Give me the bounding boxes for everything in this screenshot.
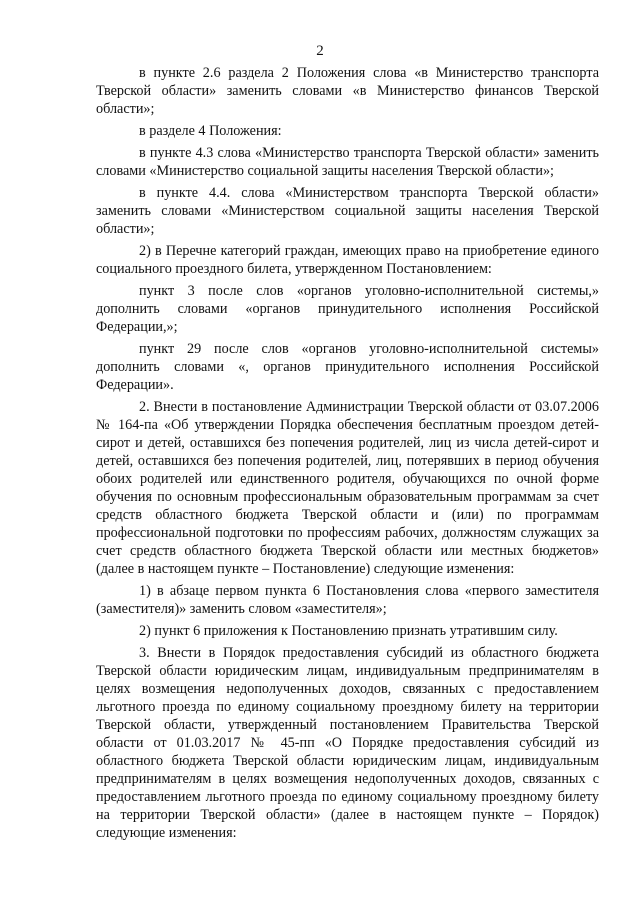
document-body — [96, 64, 599, 842]
paragraph-item-2: 2. Внести в постановление Администрации Тверской области от 03.07.2006 № 164-па «Об утверждении Порядка обеспечения бесплатным проездом детей-сирот и детей, оставшихся без попечения родителей, лиц из числа детей-сирот и детей, оставшихся без попечения родителей, лиц, потерявших в период обучения обоих родителей или единственного родителя, обучающихся по очной форме обучения по основным профессиональным образовательным программам за счет средств областного бюджета Тверской области и (или) по программам профессиональной подготовки по профессиям рабочих, должностям служащих за счет средств областного бюджета Тверской области или местных бюджетов» (далее в настоящем пункте – Постановление) следующие изменения: — [96, 399, 599, 577]
paragraph-point-4-3: в пункте 4.3 слова «Министерство транспорта Тверской области» заменить словами «Министерство социальной защиты населения Тверской области»; — [96, 145, 599, 179]
paragraph-section-4-intro: в разделе 4 Положения: — [139, 123, 282, 139]
paragraph-point-29: пункт 29 после слов «органов уголовно-исполнительной системы» дополнить словами «, органов принудительного исполнения Российской Федерации». — [96, 341, 599, 393]
paragraph-item-2-sub-1: 1) в абзаце первом пункта 6 Постановления слова «первого заместителя (заместителя)» заменить словом «заместителя»; — [96, 583, 599, 617]
paragraph-point-3: пункт 3 после слов «органов уголовно-исполнительной системы,» дополнить словами «органов принудительного исполнения Российской Федерации,»; — [96, 283, 599, 335]
paragraph-item-2-sub-2: 2) пункт 6 приложения к Постановлению признать утратившим силу. — [139, 623, 558, 639]
paragraph-point-4-4: в пункте 4.4. слова «Министерством транспорта Тверской области» заменить словами «Министерством социальной защиты населения Тверской области»; — [96, 185, 599, 237]
page-number: 2 — [316, 43, 324, 59]
paragraph-item-3: 3. Внести в Порядок предоставления субсидий из областного бюджета Тверской области юридическим лицам, индивидуальным предпринимателям в целях возмещения недополученных доходов, связанных с предоставлением льготного проезда по единому социальному проездному билету на территории Тверской области, утвержденный постановлением Правительства Тверской области от 01.03.2017 № 45-пп «О Порядке предоставления субсидий из областного бюджета Тверской области юридическим лицам, индивидуальным предпринимателям в целях возмещения недополученных доходов, связанных с предоставлением льготного проезда по единому социальному проездному билету на территории Тверской области» (далее в настоящем пункте – Порядок) следующие изменения: — [96, 645, 599, 841]
paragraph-section-2-6: в пункте 2.6 раздела 2 Положения слова «в Министерство транспорта Тверской области» заменить словами «в Министерство финансов Тверской области»; — [96, 65, 599, 117]
paragraph-list-categories: 2) в Перечне категорий граждан, имеющих право на приобретение единого социального проездного билета, утвержденном Постановлением: — [96, 243, 599, 277]
